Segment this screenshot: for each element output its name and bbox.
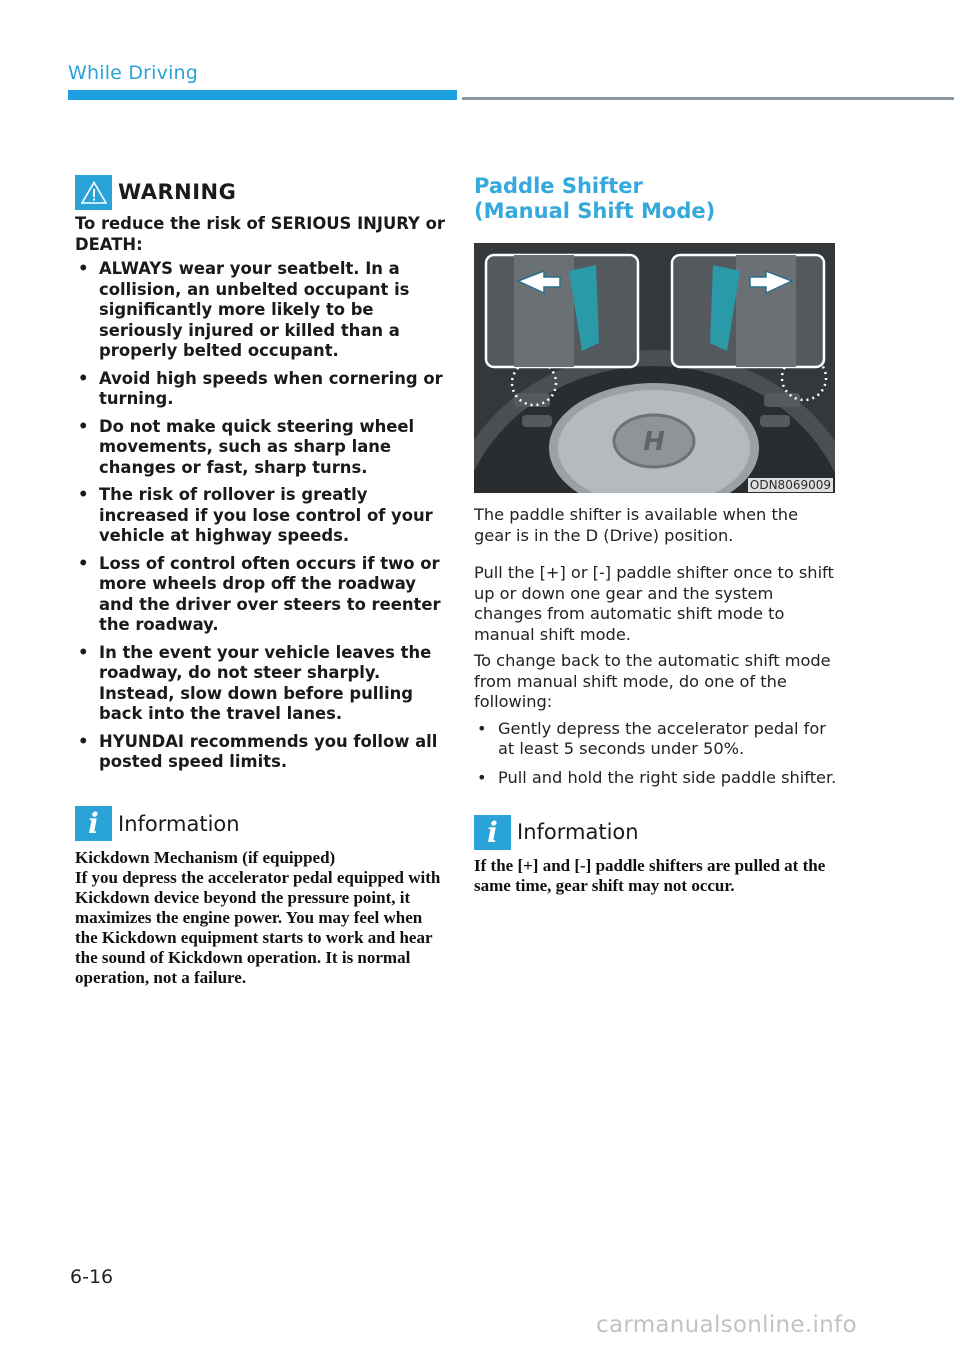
paddle-body [474,505,839,788]
info-text: If you depress the accelerator pedal equipped with Kickdown device beyond the pressure point, it maximizes the engine power. You may feel when the Kickdown equipment starts to work and hear the sound of Kickdown operation. It is normal operation, not a failure. [75,867,441,987]
list-item: • Loss of control often occurs if two or more wheels drop off the roadway and the driver over steers to reenter the roadway. [75,554,445,636]
warning-triangle-icon [75,175,112,210]
paddle-title-line1: Paddle Shifter [474,174,643,198]
header-rule-grey [462,97,954,100]
section-title: While Driving [68,62,199,84]
warning-title: WARNING [118,180,237,204]
right-column [474,174,839,896]
info-header-left [75,806,445,842]
warning-list [75,259,445,773]
steering-wheel-illustration [474,243,835,493]
list-item: • ALWAYS wear your seatbelt. In a collision, an unbelted occupant is significantly more likely to be seriously injured or killed than a properly belted occupant. [75,259,445,362]
list-item: • Pull and hold the right side paddle shifter. [474,768,839,789]
warning-intro: To reduce the risk of SERIOUS INJURY or DEATH: [75,214,445,254]
svg-text:H: H [643,427,665,457]
info-header-right [474,814,839,850]
list-item: • In the event your vehicle leaves the roadway, do not steer sharply. Instead, slow down before pulling back into the travel lanes. [75,643,445,725]
info-body-left [75,848,445,988]
list-item: • The risk of rollover is greatly increased if you lose control of your vehicle at highway speeds. [75,485,445,547]
paddle-title-line2: (Manual Shift Mode) [474,199,716,223]
paddle-list [474,719,839,789]
info-body-right [474,856,839,896]
info-text: If the [+] and [-] paddle shifters are pulled at the same time, gear shift may not occur. [474,856,826,895]
paddle-shifter-figure [474,243,835,493]
list-item: • HYUNDAI recommends you follow all posted speed limits. [75,732,445,773]
information-icon: i [474,815,511,850]
paddle-para-3: To change back to the automatic shift mode from manual shift mode, do one of the following: [474,651,831,711]
left-column [75,174,445,988]
warning-text [75,214,445,773]
information-icon: i [75,806,112,841]
paddle-para-1: The paddle shifter is available when the gear is in the D (Drive) position. [474,505,799,545]
page-number: 6-16 [70,1266,114,1288]
list-item: • Do not make quick steering wheel movements, such as sharp lane changes or fast, sharp turns. [75,417,445,479]
info-title-left: Information [118,811,240,836]
watermark: carmanualsonline.info [596,1312,857,1338]
list-item: • Gently depress the accelerator pedal for at least 5 seconds under 50%. [474,719,839,760]
paddle-shifter-title [474,174,839,224]
info-heading: Kickdown Mechanism (if equipped) [75,847,336,867]
warning-header [75,174,445,210]
figure-code: ODN8069009 [749,478,831,492]
paddle-para-2: Pull the [+] or [-] paddle shifter once to shift up or down one gear and the system changes from automatic shift mode to manual shift mode. [474,563,834,644]
info-title-right: Information [517,820,639,844]
list-item: • Avoid high speeds when cornering or turning. [75,369,445,410]
header-rule-blue [68,90,457,100]
